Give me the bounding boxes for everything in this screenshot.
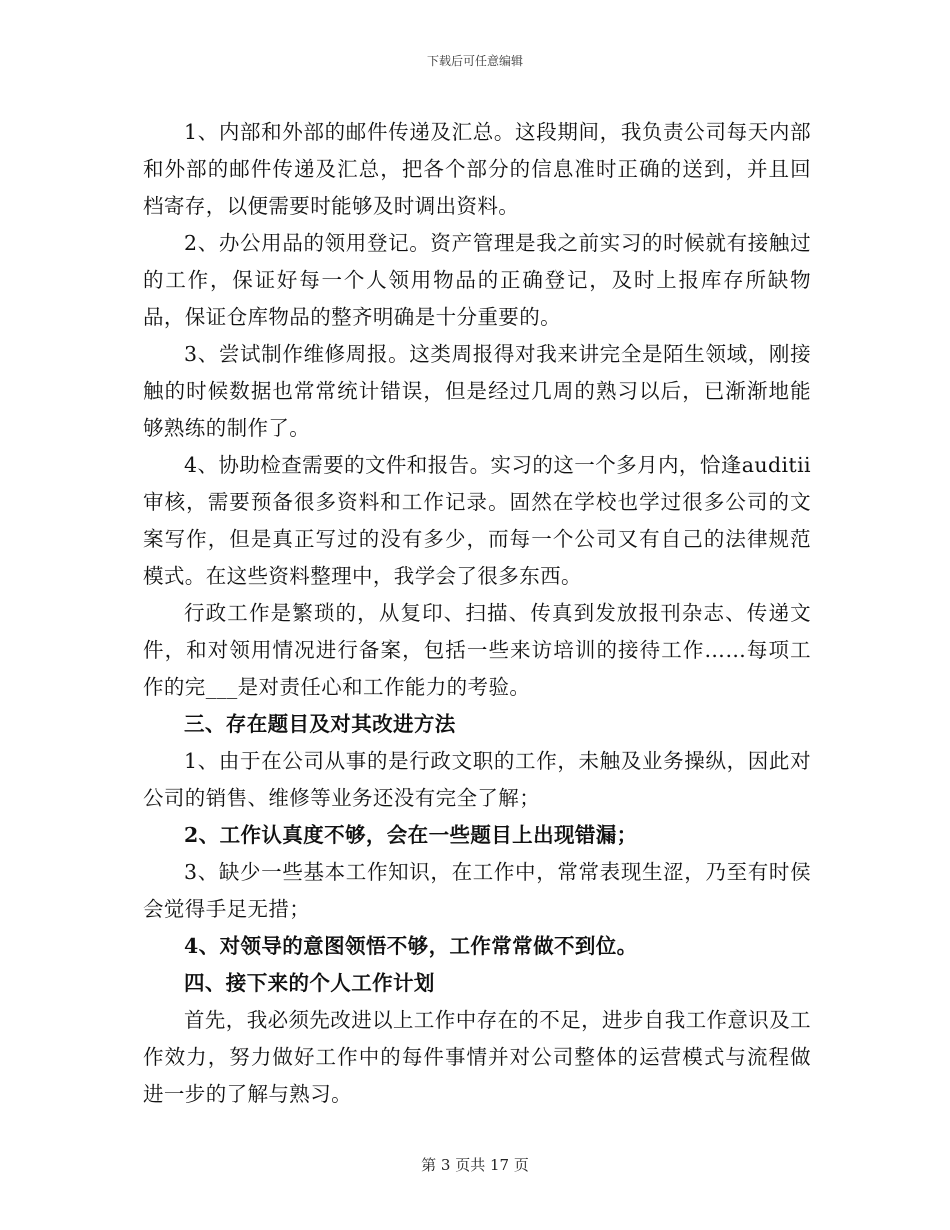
page-footer: 第 3 页共 17 页 [421,1156,529,1174]
paragraph-document-inspection: 4、协助检查需要的文件和报告。实习的这一个多月内，恰逢auditii 审核，需要预备很多资料和工作记录。固然在学校也学过很多公司的文案写作，但是真正写过的没有多少，而每一个公司又有自己的法律规范模式。在这些资料整理中，我学会了很多东西。 [143,453,811,588]
paragraph-problem-4: 4、对领导的意图领悟不够，工作常常做不到位。 [184,934,638,958]
section-heading-problems: 三、存在题目及对其改进方法 [184,712,456,736]
paragraph-maintenance-weekly: 3、尝试制作维修周报。这类周报得对我来讲完全是陌生领域，刚接触的时候数据也常常统计错误，但是经过几周的熟习以后，已渐渐地能够熟练的制作了。 [143,342,811,440]
document-body [143,114,811,1113]
section-heading-work-plan: 四、接下来的个人工作计划 [184,971,435,995]
page-header: 下载后可任意编辑 [426,54,523,68]
paragraph-admin-work-summary: 行政工作是繁琐的，从复印、扫描、传真到发放报刊杂志、传递文件，和对领用情况进行备案，包括一些来访培训的接待工作……每项工作的完___是对责任心和工作能力的考验。 [143,601,811,699]
paragraph-problem-3: 3、缺少一些基本工作知识，在工作中，常常表现生涩，乃至有时侯会觉得手足无措； [143,860,811,921]
paragraph-office-supplies: 2、办公用品的领用登记。资产管理是我之前实习的时候就有接触过的工作，保证好每一个人领用物品的正确登记，及时上报库存所缺物品，保证仓库物品的整齐明确是十分重要的。 [143,231,811,329]
paragraph-problem-2: 2、工作认真度不够，会在一些题目上出现错漏； [184,823,638,847]
paragraph-plan-first: 首先，我必须先改进以上工作中存在的不足，进步自我工作意识及工作效力，努力做好工作中的每件事情并对公司整体的运营模式与流程做进一步的了解与熟习。 [143,1008,811,1106]
paragraph-problem-1: 1、由于在公司从事的是行政文职的工作，未触及业务操纵，因此对公司的销售、维修等业务还没有完全了解； [143,749,811,810]
paragraph-mail-delivery: 1、内部和外部的邮件传递及汇总。这段期间，我负责公司每天内部和外部的邮件传递及汇总，把各个部分的信息准时正确的送到，并且回档寄存，以便需要时能够及时调出资料。 [143,120,811,218]
